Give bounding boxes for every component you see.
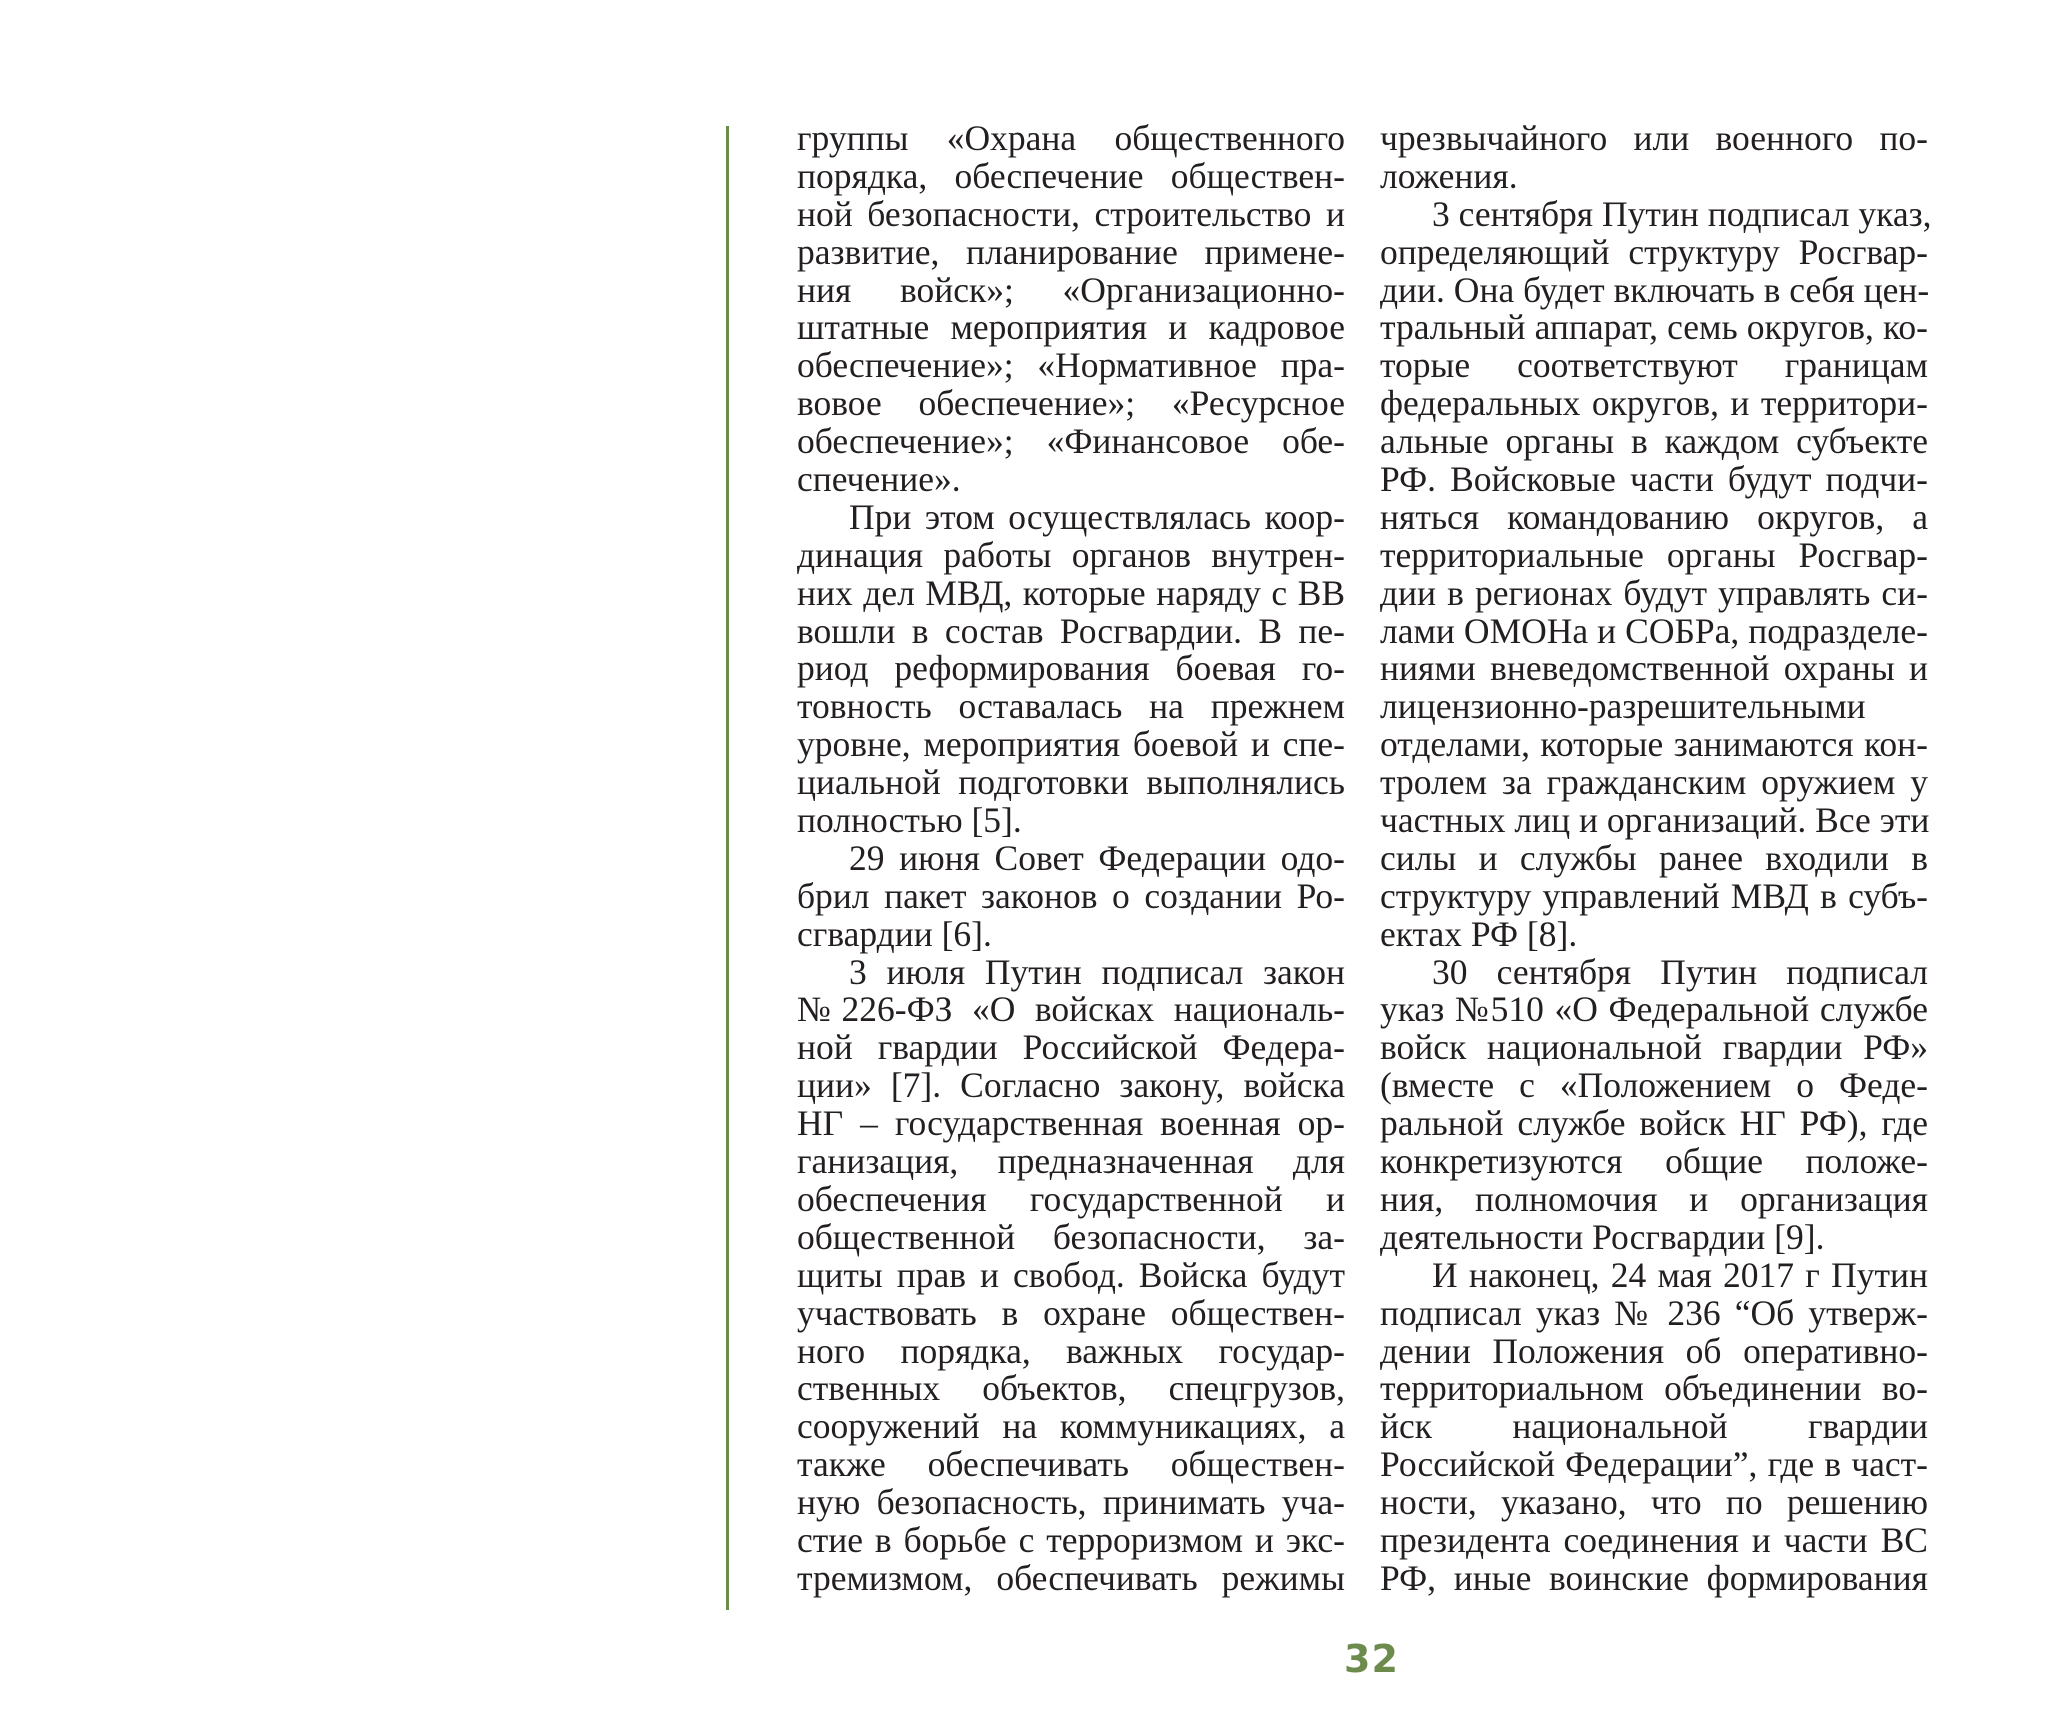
text-line: вошли в состав Росгвардии. В пе- <box>797 610 1345 651</box>
text-line: вовое обеспечение»; «Ресурсное <box>797 383 1345 424</box>
text-line: риод реформирования боевая го- <box>797 648 1345 689</box>
text-line: определяющий структуру Росгвар- <box>1380 231 1928 272</box>
text-line: федеральных округов, и территори- <box>1380 383 1928 424</box>
text-line: дии в регионах будут управлять си- <box>1380 572 1928 613</box>
text-line: сооружений на коммуникациях, а <box>797 1406 1345 1447</box>
text-line: обеспечение»; «Нормативное пра- <box>797 345 1345 386</box>
text-line: ной гвардии Российской Федера- <box>797 1027 1345 1068</box>
text-line: РФ. Войсковые части будут подчи- <box>1380 459 1928 500</box>
text-line: частных лиц и организаций. Все эти <box>1380 800 1930 841</box>
text-line: лами ОМОНа и СОБРа, подразделе- <box>1380 610 1928 651</box>
text-line: сгвардии [6]. <box>797 913 992 954</box>
text-line: стие в борьбе с терроризмом и экс- <box>797 1519 1345 1560</box>
text-line: штатные мероприятия и кадровое <box>797 307 1345 348</box>
text-line: спечение». <box>797 459 961 500</box>
text-line: чрезвычайного или военного по- <box>1380 118 1928 158</box>
page-number: 32 <box>1344 1637 1399 1681</box>
text-line: ниями вневедомственной охраны и <box>1380 648 1928 689</box>
text-line: ектах РФ [8]. <box>1380 913 1578 954</box>
text-line: ции» [7]. Согласно закону, войска <box>797 1065 1345 1106</box>
text-line: конкретизуются общие положе- <box>1380 1141 1928 1182</box>
text-line: дии. Она будет включать в себя цен- <box>1380 269 1930 310</box>
text-line: войск национальной гвардии РФ» <box>1380 1027 1928 1068</box>
text-line: няться командованию округов, а <box>1380 496 1928 537</box>
text-line: При этом осуществлялась коор- <box>849 496 1345 537</box>
text-line: общественной безопасности, за- <box>797 1216 1345 1257</box>
text-line: отделами, которые занимаются кон- <box>1380 724 1928 765</box>
text-line: ной безопасности, строительство и <box>797 193 1345 234</box>
text-line: ральной службе войск НГ РФ), где <box>1380 1103 1928 1144</box>
text-line: брил пакет законов о создании Ро- <box>797 875 1345 916</box>
text-line: ния, полномочия и организация <box>1380 1178 1928 1219</box>
text-line: 29 июня Совет Федерации одо- <box>849 837 1345 878</box>
text-line: динация работы органов внутрен- <box>797 534 1345 575</box>
text-line: обеспечения государственной и <box>797 1178 1345 1219</box>
text-line: тральный аппарат, семь округов, ко- <box>1380 307 1928 348</box>
text-line: тремизмом, обеспечивать режимы <box>797 1557 1345 1598</box>
text-line: структуру управлений МВД в субъ- <box>1380 875 1928 916</box>
text-line: порядка, обеспечение обществен- <box>797 155 1345 196</box>
text-line: альные органы в каждом субъекте <box>1380 421 1928 462</box>
text-line: №226-ФЗ «О войсках националь- <box>797 989 1345 1030</box>
text-line: НГ – государственная военная ор- <box>797 1103 1345 1144</box>
text-line: ния войск»; «Организационно- <box>797 269 1345 310</box>
text-line: (вместе с «Положением о Феде- <box>1380 1065 1928 1106</box>
text-line: ную безопасность, принимать уча- <box>797 1482 1345 1523</box>
text-line: президента соединения и части ВС <box>1380 1519 1928 1560</box>
text-line: товность оставалась на прежнем <box>797 686 1345 727</box>
text-column-left <box>797 120 1345 1598</box>
text-line: Российской Федерации”, где в част- <box>1380 1444 1928 1485</box>
text-line: РФ, иные воинские формирования <box>1380 1557 1928 1598</box>
text-line: силы и службы ранее входили в <box>1380 837 1928 878</box>
text-line: деятельности Росгвардии [9]. <box>1380 1216 1825 1257</box>
text-line: 3 июля Путин подписал закон <box>849 951 1345 992</box>
text-line: йск национальной гвардии <box>1380 1406 1928 1447</box>
text-column-right <box>1380 118 1932 1598</box>
text-line: ложения. <box>1380 155 1518 196</box>
text-line: уровне, мероприятия боевой и спе- <box>797 724 1345 765</box>
text-line: ности, указано, что по решению <box>1380 1482 1928 1523</box>
text-line: щиты прав и свобод. Войска будут <box>797 1254 1345 1295</box>
text-line: лицензионно-разрешительными <box>1380 686 1866 727</box>
text-line: территориальные органы Росгвар- <box>1380 534 1928 575</box>
text-line: И наконец, 24 мая 2017 г Путин <box>1432 1254 1928 1295</box>
text-line: участвовать в охране обществен- <box>797 1292 1345 1333</box>
margin-rule <box>726 126 729 1610</box>
text-line: них дел МВД, которые наряду с ВВ <box>797 572 1345 613</box>
text-line: циальной подготовки выполнялись <box>797 762 1345 803</box>
text-line: тролем за гражданским оружием у <box>1380 762 1928 803</box>
text-line: также обеспечивать обществен- <box>797 1444 1345 1485</box>
text-line: полностью [5]. <box>797 800 1022 841</box>
text-line: обеспечение»; «Финансовое обе- <box>797 421 1345 462</box>
text-line: развитие, планирование примене- <box>797 231 1345 272</box>
text-line: ственных объектов, спецгрузов, <box>797 1368 1345 1409</box>
text-line: территориальном объединении во- <box>1380 1368 1928 1409</box>
text-line: 3 сентября Путин подписал указ, <box>1432 193 1932 234</box>
text-line: группы «Охрана общественного <box>797 118 1345 158</box>
text-line: торые соответствуют границам <box>1380 345 1928 386</box>
text-line: ного порядка, важных государ- <box>797 1330 1345 1371</box>
text-line: дении Положения об оперативно- <box>1380 1330 1928 1371</box>
text-line: подписал указ № 236 “Об утверж- <box>1380 1292 1928 1333</box>
text-line: 30 сентября Путин подписал <box>1432 951 1928 992</box>
text-line: указ №510 «О Федеральной службе <box>1380 989 1928 1030</box>
text-line: ганизация, предназначенная для <box>797 1141 1345 1182</box>
